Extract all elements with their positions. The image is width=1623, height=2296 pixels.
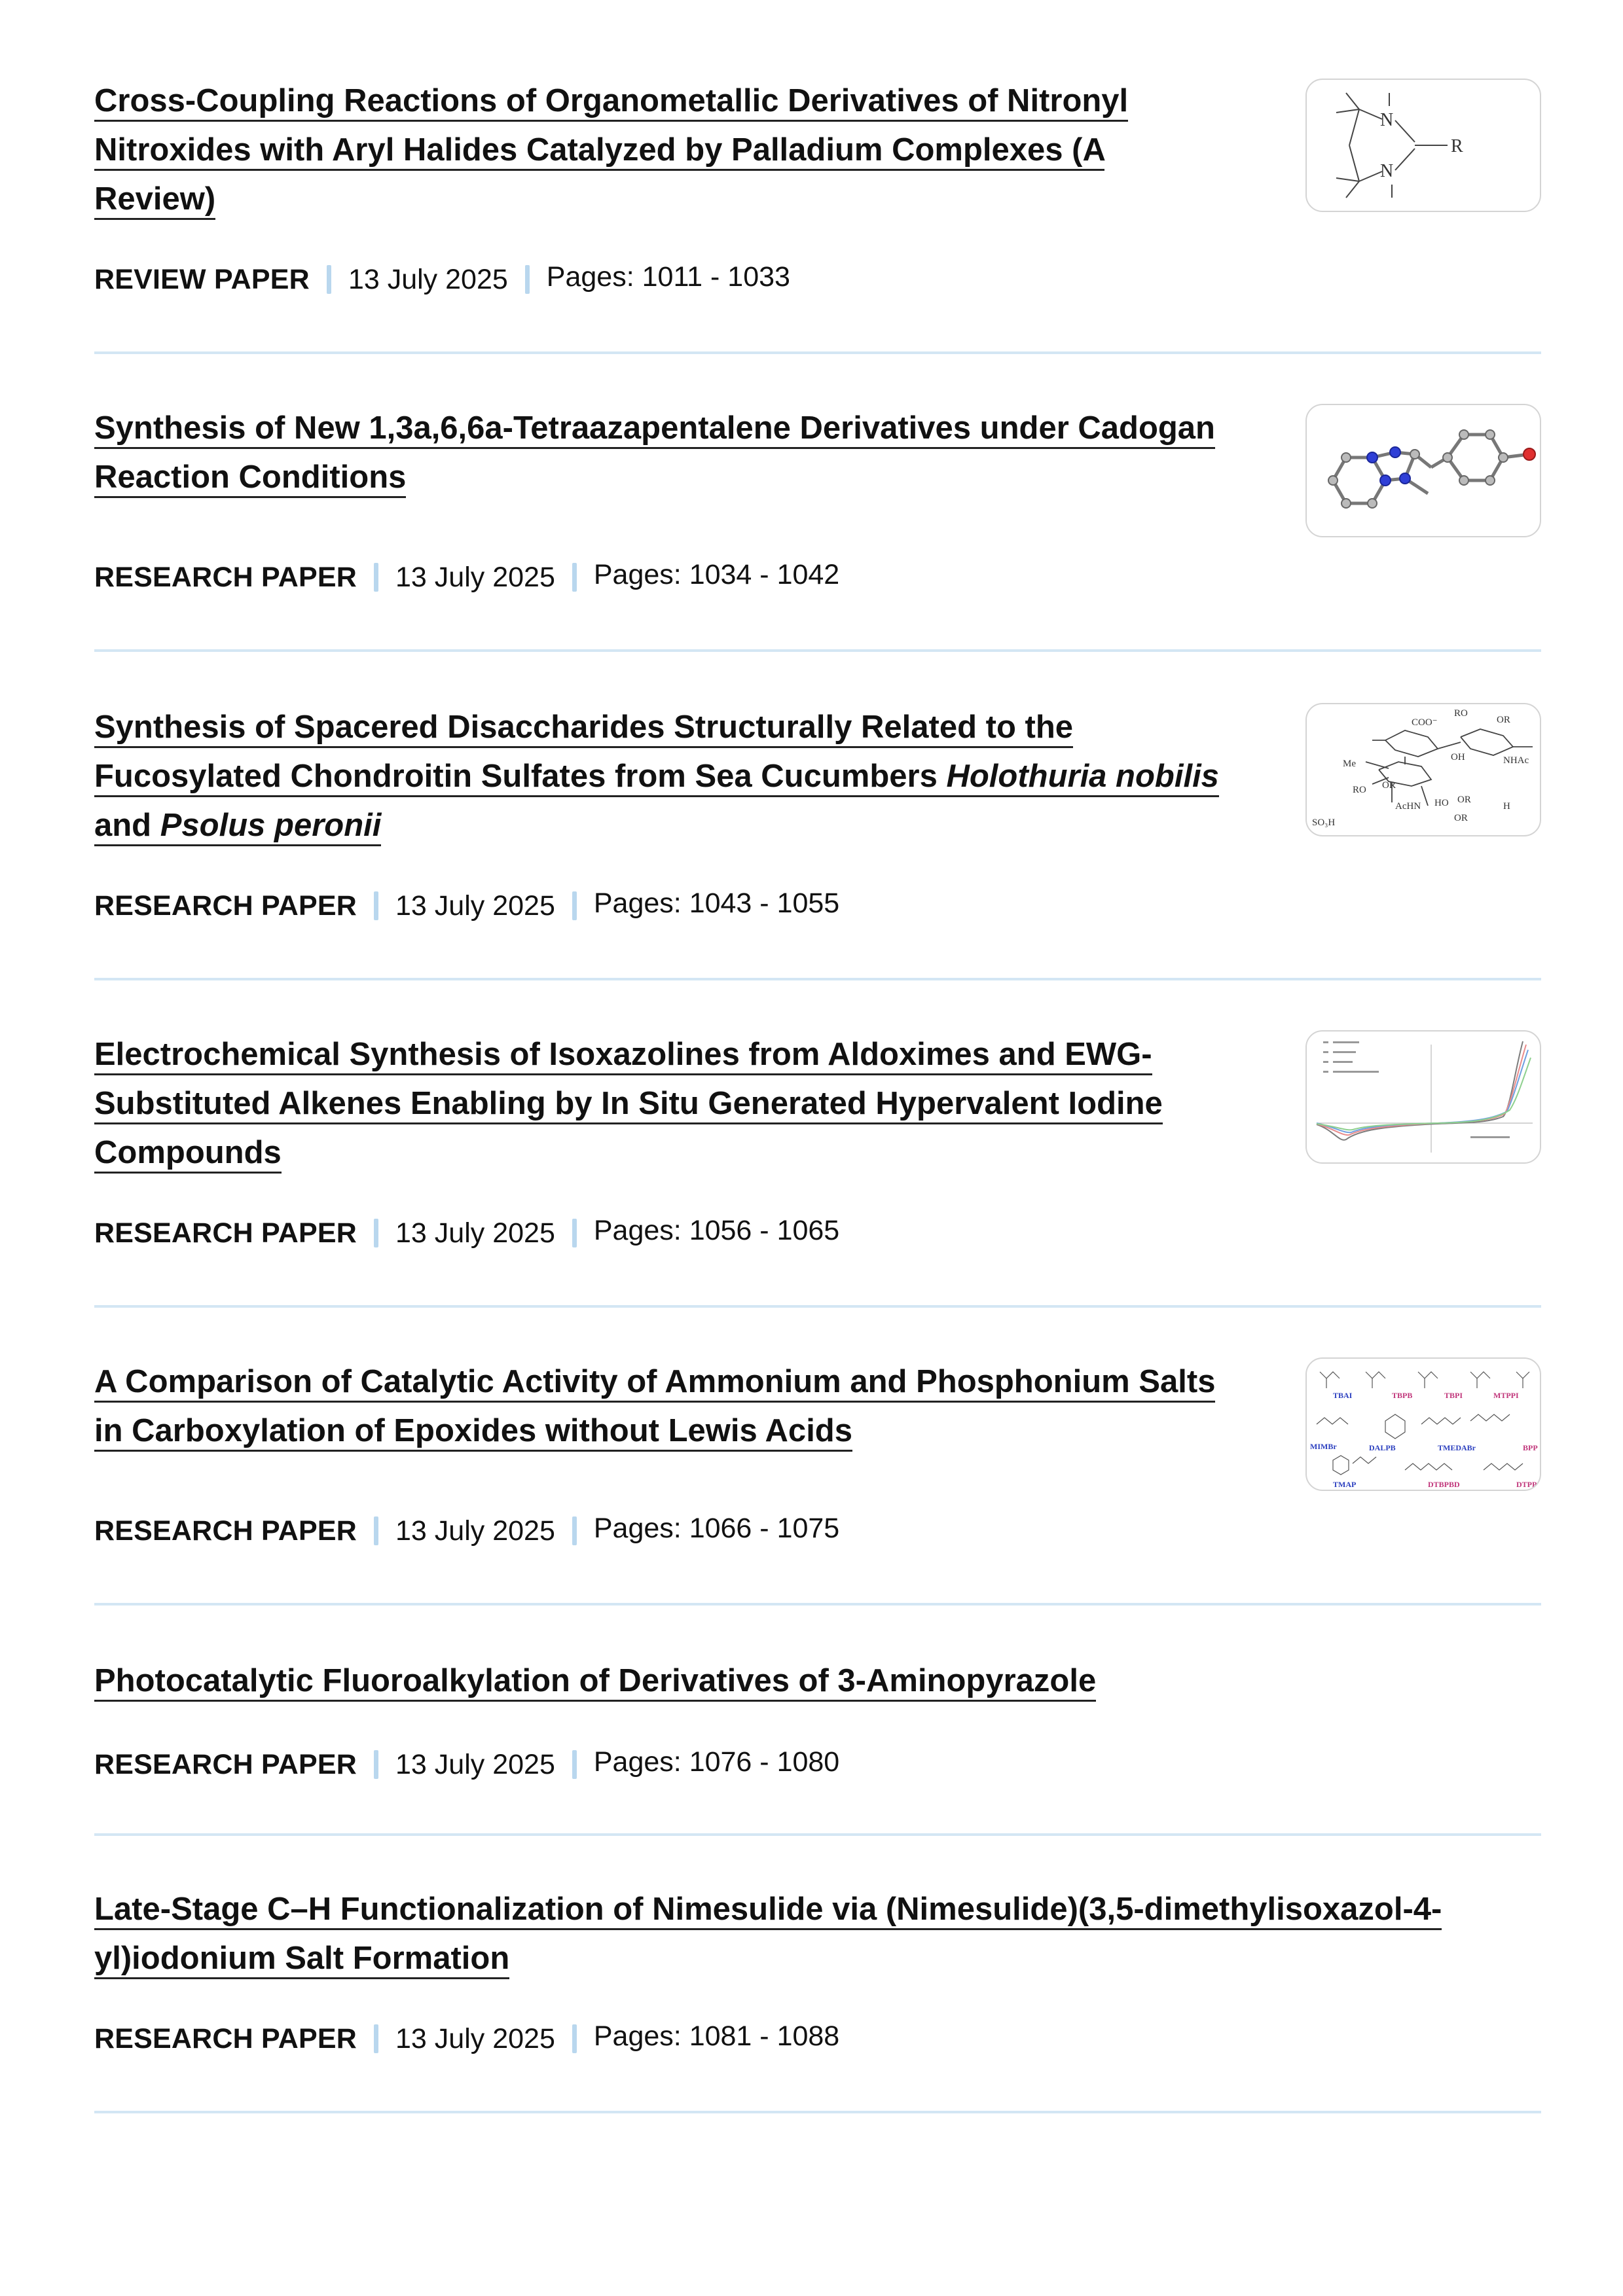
article-date: 13 July 2025 xyxy=(395,562,555,593)
svg-text:OR: OR xyxy=(1454,813,1468,823)
article-divider xyxy=(94,351,1541,354)
article-divider xyxy=(94,2111,1541,2113)
svg-text:H: H xyxy=(1503,801,1510,812)
svg-text:RO: RO xyxy=(1353,785,1366,795)
species-name: Holothuria nobilis xyxy=(946,759,1219,794)
article-type: RESEARCH PAPER xyxy=(94,2023,357,2054)
disaccharide-structure-image xyxy=(1307,704,1540,835)
article-pages: Pages: 1034 - 1042 xyxy=(593,559,840,590)
svg-text:TMAP: TMAP xyxy=(1333,1480,1357,1489)
article-date: 13 July 2025 xyxy=(395,2023,555,2054)
article-type: RESEARCH PAPER xyxy=(94,1749,357,1780)
meta-separator xyxy=(525,265,530,294)
svg-text:TMEDABr: TMEDABr xyxy=(1438,1443,1476,1452)
svg-text:DALPB: DALPB xyxy=(1369,1443,1396,1452)
svg-text:OR: OR xyxy=(1457,795,1471,805)
meta-separator xyxy=(374,1516,378,1545)
article-title-link[interactable] xyxy=(94,1030,1220,1177)
article-meta xyxy=(94,1748,839,1781)
article-meta xyxy=(94,2022,839,2055)
article-thumbnail[interactable] xyxy=(1305,1030,1541,1164)
article-type: RESEARCH PAPER xyxy=(94,1217,357,1249)
svg-text:Me: Me xyxy=(1343,759,1356,769)
article-divider xyxy=(94,1833,1541,1836)
svg-text:SO₃H: SO₃H xyxy=(1312,817,1336,828)
svg-text:N: N xyxy=(1380,161,1394,181)
meta-separator xyxy=(374,563,378,592)
article-divider xyxy=(94,1305,1541,1308)
species-name: Psolus peronii xyxy=(160,808,382,843)
svg-text:DTPP: DTPP xyxy=(1516,1480,1537,1489)
meta-separator xyxy=(374,1750,378,1779)
article-date: 13 July 2025 xyxy=(395,1749,555,1780)
svg-text:COO⁻: COO⁻ xyxy=(1412,717,1438,728)
meta-separator xyxy=(374,1219,378,1247)
article-meta xyxy=(94,263,790,296)
article-pages: Pages: 1043 - 1055 xyxy=(593,888,840,919)
svg-text:MIMBr: MIMBr xyxy=(1310,1442,1337,1451)
article-title-link[interactable] xyxy=(94,703,1220,850)
article-title-link[interactable] xyxy=(94,1357,1220,1456)
article-title: Photocatalytic Fluoroalkylation of Derivatives of 3-Aminopyrazole xyxy=(94,1663,1096,1702)
svg-text:OH: OH xyxy=(1451,752,1465,762)
article-date: 13 July 2025 xyxy=(395,1515,555,1547)
article-meta xyxy=(94,561,839,594)
article-meta xyxy=(94,1217,839,1249)
article-thumbnail[interactable] xyxy=(1305,79,1541,212)
svg-text:DTBPBD: DTBPBD xyxy=(1428,1480,1460,1489)
article-date: 13 July 2025 xyxy=(348,264,508,295)
article-title-link[interactable] xyxy=(94,1657,1469,1706)
svg-text:MTPPI: MTPPI xyxy=(1493,1391,1519,1400)
meta-separator xyxy=(374,891,378,920)
meta-separator xyxy=(572,1750,577,1779)
article-title: Synthesis of New 1,3a,6,6a-Tetraazapentalene Derivatives under Cadogan Reaction Conditions xyxy=(94,410,1215,498)
meta-separator xyxy=(572,2024,577,2053)
article-type: RESEARCH PAPER xyxy=(94,562,357,593)
svg-text:NHAc: NHAc xyxy=(1503,755,1529,766)
article-title-link[interactable] xyxy=(94,1885,1541,1983)
meta-separator xyxy=(572,563,577,592)
article-title: Synthesis of Spacered Disaccharides Structurally Related to the Fucosylated Chondroitin Sulfates from Sea Cucumbers Holothuria nobilis and Psolus peronii xyxy=(94,709,1219,846)
article-pages: Pages: 1076 - 1080 xyxy=(593,1746,840,1778)
article-title-link[interactable] xyxy=(94,77,1220,224)
article-thumbnail[interactable] xyxy=(1305,703,1541,836)
meta-separator xyxy=(572,891,577,920)
svg-text:OR: OR xyxy=(1497,715,1510,725)
article-type: RESEARCH PAPER xyxy=(94,890,357,922)
svg-text:HO: HO xyxy=(1434,798,1449,808)
svg-text:TBPI: TBPI xyxy=(1444,1391,1463,1400)
svg-text:RO: RO xyxy=(1454,708,1468,719)
svg-text:R: R xyxy=(1451,136,1463,156)
article-meta xyxy=(94,889,839,922)
svg-text:AcHN: AcHN xyxy=(1395,801,1421,812)
article-meta xyxy=(94,1515,839,1547)
article-title: Late-Stage C–H Functionalization of Nimesulide via (Nimesulide)(3,5-dimethylisoxazol-4-yl)iodonium Salt Formation xyxy=(94,1892,1442,1979)
svg-text:OR: OR xyxy=(1382,780,1396,791)
svg-text:TBPB: TBPB xyxy=(1392,1391,1413,1400)
svg-text:TBAI: TBAI xyxy=(1333,1391,1353,1400)
article-title: Electrochemical Synthesis of Isoxazolines from Aldoximes and EWG-Substituted Alkenes Enabling by In Situ Generated Hypervalent Iodine Compounds xyxy=(94,1037,1163,1174)
article-divider xyxy=(94,1603,1541,1605)
article-date: 13 July 2025 xyxy=(395,1217,555,1249)
article-type: RESEARCH PAPER xyxy=(94,1515,357,1547)
meta-separator xyxy=(327,265,331,294)
voltammogram-plot-image xyxy=(1307,1031,1540,1162)
meta-separator xyxy=(572,1219,577,1247)
meta-separator xyxy=(374,2024,378,2053)
svg-text:BPP: BPP xyxy=(1523,1443,1538,1452)
nitronyl-nitroxide-structure-image xyxy=(1307,80,1540,211)
article-title: A Comparison of Catalytic Activity of Ammonium and Phosphonium Salts in Carboxylation of Epoxides without Lewis Acids xyxy=(94,1364,1215,1452)
ball-and-stick-molecule-image xyxy=(1307,405,1540,536)
article-pages: Pages: 1081 - 1088 xyxy=(593,2020,840,2052)
meta-separator xyxy=(572,1516,577,1545)
article-pages: Pages: 1056 - 1065 xyxy=(593,1215,840,1246)
article-title-link[interactable] xyxy=(94,404,1220,502)
article-divider xyxy=(94,649,1541,652)
article-type: REVIEW PAPER xyxy=(94,264,310,295)
svg-text:N: N xyxy=(1380,110,1394,130)
article-divider xyxy=(94,978,1541,980)
article-pages: Pages: 1011 - 1033 xyxy=(546,261,790,293)
article-thumbnail[interactable] xyxy=(1305,404,1541,537)
article-pages: Pages: 1066 - 1075 xyxy=(593,1513,840,1544)
catalyst-structures-grid-image xyxy=(1307,1359,1540,1490)
article-thumbnail[interactable] xyxy=(1305,1357,1541,1491)
article-title: Cross-Coupling Reactions of Organometallic Derivatives of Nitronyl Nitroxides with Aryl Halides Catalyzed by Palladium Complexes (A Review) xyxy=(94,83,1128,220)
article-date: 13 July 2025 xyxy=(395,890,555,922)
